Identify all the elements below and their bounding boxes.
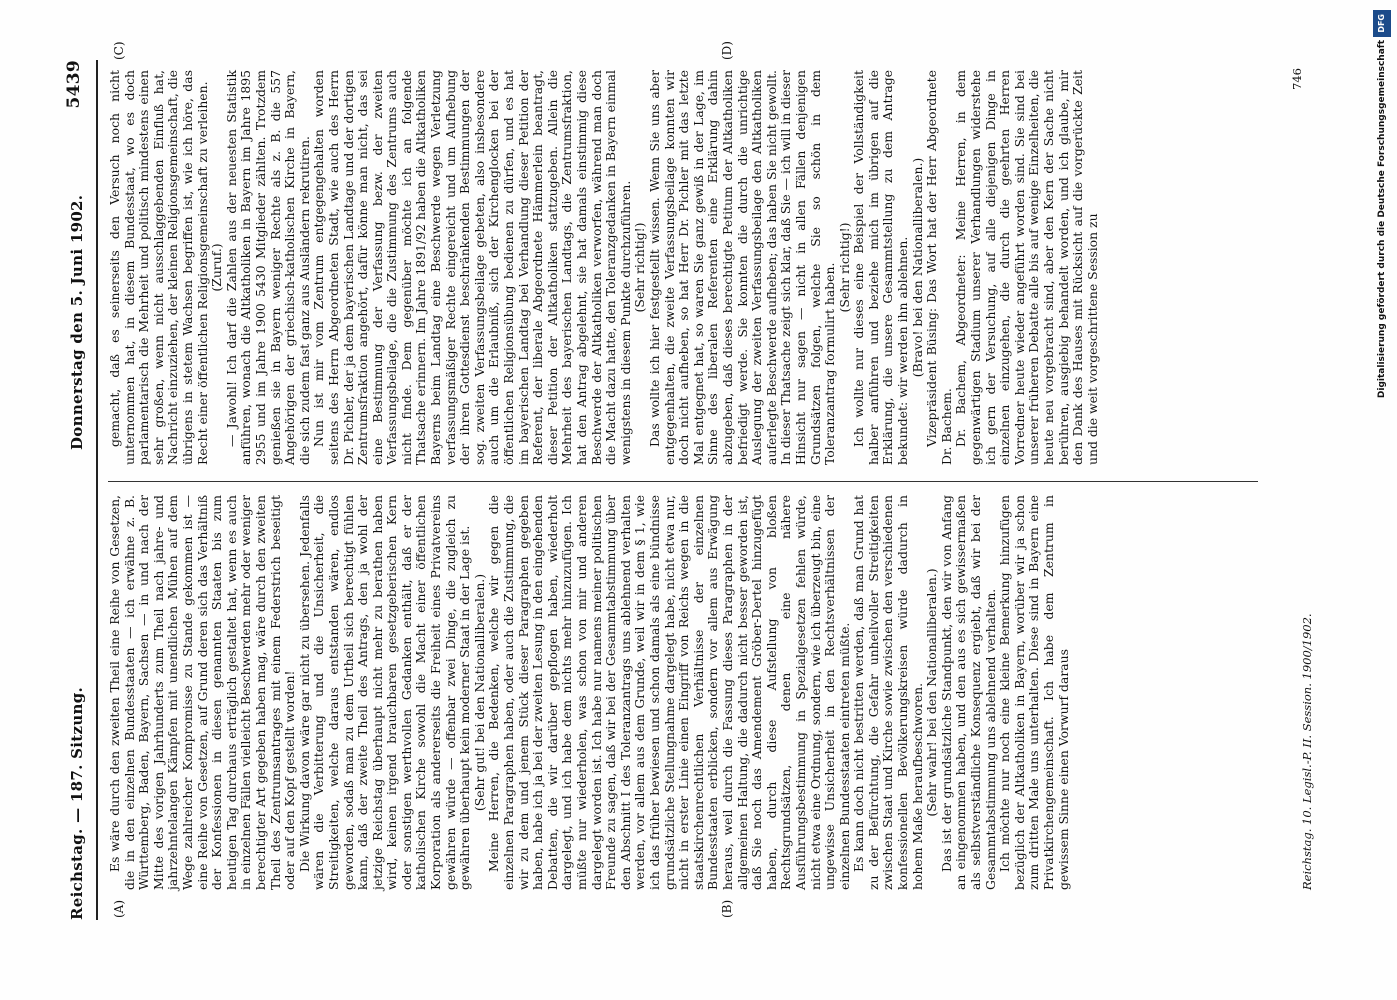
paragraph: — Jawohl! Ich darf die Zahlen aus der neuesten Statistik anführen, wonach die Altkatholiken in Bayern im Jahre 1895 2955 und im Jahre 1900 5430 Mitglieder zählten. Trotzdem genießen sie in Bayern weniger Rechte als z. B. die 557 Angehörigen der griechisch-katholischen Kirche in Bayern, die sich zudem fast ganz aus Ausländern rekrutiren. xyxy=(223,70,312,465)
margin-mark-c: (C) xyxy=(112,41,126,60)
paragraph: Nun ist mir vom Zentrum entgegengehalten worden seitens des Herrn Abgeordneten Stadt, wie auch des Herrn Dr. Pichler, der ja dem bayerischen Landtage und der dortigen Zentrumsfraktion angehört, dafür könne man nicht, das sei eine Bestimmung der Verfassung bezw. der zweiten Verfassungsbeilage, die die Zustimmung des Zentrums auch nicht finde. Dem gegenüber möchte ich an folgende Thatsache erinnern. Im Jahre 1891/92 haben die Altkatholiken Bayerns beim Landtag eine Beschwerde wegen Verletzung verfassungsmäßiger Rechte eingereicht und um Aufhebung der ihren Gottesdienst beschränkenden Bestimmungen der sog. zweiten Verfassungsbeilage gebeten, also insbesondere auch um die Erlaubniß, sich der Kirchenglocken bei der öffentlichen Religionsübung bedienen zu dürfen, und es hat im bayerischen Landtag bei Verhandlung dieser Petition der Referent, der liberale Abgeordnete Hämmerlein beantragt, dieser Petition der Altkatholiken stattzugeben. Allein die Mehrheit des bayerischen Landtags, die Zentrumsfraktion, hat den Antrag abgelehnt, sie hat damals einstimmig diese Beschwerde der Altkatholiken verworfen, während man doch die Macht dazu hatte, den Toleranzgedanken in Bayern einmal wenigstens in diesem Punkte durchzuführen. xyxy=(311,70,633,465)
paragraph: Vizepräsident Büsing: Das Wort hat der Herr Abgeordnete Dr. Bachem. xyxy=(924,70,954,465)
digitization-credit xyxy=(1370,10,1394,990)
header-date: Donnerstag den 5. Juni 1902. xyxy=(68,194,86,450)
interjection: (Zuruf.) xyxy=(209,243,225,292)
paragraph: Ich wollte nur dieses eine Beispiel der Vollständigkeit halber anführen und beziehe mich im übrigen auf die Erklärung, die unsere Gesammtstellung zu dem Antrage bekundet: wir werden ihn ablehnen. xyxy=(851,70,911,465)
paragraph: Es kann doch nicht bestritten werden, daß man Grund hat zu der Befürchtung, die Gefahr unheilvoller Streitigkeiten zwischen Staat und Kirche sowie zwischen den verschiedenen konfessionellen Bevölkerungskreisen würde dadurch in hohem Maße heraufbeschworen. xyxy=(851,495,925,890)
footer-sheet-number: 746 xyxy=(1290,68,1304,90)
paragraph: Meine Herren, die Bedenken, welche wir gegen die einzelnen Paragraphen haben, oder auch die Zustimmung, die wir zu dem und jenem Stück dieser Paragraphen gegeben haben, habe ich ja bei der zweiten Lesung in den eingehenden Debatten, die wir darüber gepflogen haben, wiederholt dargelegt, und ich habe dem nichts mehr hinzuzufügen. Ich müßte nur wiederholen, was schon von mir und anderen dargelegt worden ist. Ich habe nur namens meiner politischen Freunde zu sagen, daß wir bei der Gesammtabstimmung über den Abschnitt I des Toleranzantrags uns ablehnend verhalten werden, vor allem aus dem Grunde, weil wir in dem § 1, wie ich das früher bewiesen und schon damals als eine bündnisse grundsätzliche Stellungnahme dargelegt habe, nicht etwa nur, nicht in erster Linie einen Eingriff von Reichs wegen in die staatskirchenrechtlichen Verhältnisse der einzelnen Bundesstaaten erblicken, sondern vor allem aus Erwägung heraus, weil durch die Fassung dieses Paragraphen in der allgemeinen Haltung, die dadurch nicht besser geworden ist, daß Sie noch das Amendement Gröber-Dertel hinzugefügt haben, durch diese Aufstellung von bloßen Rechtsgrundsätzen, denen eine nähere Ausführungsbestimmung in Spezialgesetzen fehlen würde, nicht etwa eine Ordnung, sondern, wie ich überzeugt bin, eine ungewisse Unsicherheit in den Rechtsverhältnissen der einzelnen Bundesstaaten eintreten müßte. xyxy=(486,495,852,890)
footer-session-info: Reichstag. 10. Legisl.-P. II. Session. 1900/1902. xyxy=(1300,613,1314,890)
credit-text: Digitalisierung gefördert durch die Deutsche Forschungsgemeinschaft xyxy=(1377,40,1387,399)
margin-mark-b: (B) xyxy=(720,899,734,918)
interjection: (Sehr richtig!) xyxy=(836,222,852,313)
dfg-logo: DFG xyxy=(1373,10,1391,37)
paragraph: Es wäre durch den zweiten Theil eine Reihe von Gesetzen, die in den einzelnen Bundesstaaten — ich erwähne z. B. Württemberg, Baden, Bayern, Sachsen — in und nach der Mitte des vorigen Jahrhunderts zum Theil nach jahre- und jahrzehntelangen Kämpfen mit unendlichen Mühen auf dem Wege zahlreicher Kompromisse zu Stande gekommen ist — eine Reihe von Gesetzen, auf Grund deren sich das Verhältniß der Konfessionen in diesen genannten Staaten bis zum heutigen Tag durchaus erträglich gestaltet hat, wenn es auch in einzelnen Fällen vielleicht Beschwerden mehr oder weniger berechtigter Art gegeben haben mag, wäre durch den zweiten Theil des Zentrumsantrages mit einem Federstrich beseitigt oder auf den Kopf gestellt worden! xyxy=(107,495,298,890)
page-header xyxy=(60,60,96,920)
left-column xyxy=(108,495,1071,890)
paragraph: gemacht, daß es seinerseits den Versuch noch nicht unternommen hat, in diesem Bundesstaat, wo es doch parlamentarisch die Mehrheit und politisch mindestens einen sehr großen, wenn nicht ausschlaggebenden Einfluß hat, Nachricht einzuziehen, der kleinen Religionsgemeinschaft, die übrigens in stetem Wachsen begriffen ist, wie ich höre, das Recht einer öffentlichen Religionsgemeinschaft zu verleihen. xyxy=(107,70,210,465)
margin-mark-a: (A) xyxy=(112,899,126,918)
paragraph: Das wollte ich hier festgestellt wissen. Wenn Sie uns aber entgegenhalten, die zweite Verfassungsbeilage konnten wir doch nicht aufheben, so hat Herr Dr. Pichler mit das letzte Mal entgegnet hat, so waren Sie ganz gewiß in der Lage, im Sinne des liberalen Referenten eine Erklärung dahin abzugeben, daß dieses berechtigte Petitum der Altkatholiken befriedigt werde. Sie konnten die durch die unrichtige Auslegung der zweiten Verfassungsbeilage den Altkatholiken auferlegte Beschwerde aufheben; das haben Sie nicht gewollt. In dieser Thatsache zeigt sich klar, daß Sie — ich will in dieser Hinsicht nur sagen — nicht in allen Fällen denjenigen Grundsätzen folgen, welche Sie so schön in dem Toleranzantrag formulirt haben. xyxy=(646,70,838,465)
page-number: 5439 xyxy=(64,60,84,109)
paragraph: Ich möchte nur noch eine kleine Bemerkung hinzufügen bezüglich der Altkatholiken in Bayern, worüber wir ja schon zum dritten Male uns unterhalten. Diese sind in Bayern eine Privatkirchengemeinschaft. Ich habe dem Zentrum in gewissem Sinne einen Vorwurf daraus xyxy=(997,495,1071,890)
paragraph: Die Wirkung davon wäre gar nicht zu übersehen. Jedenfalls wären die Verbitterung und die Unsicherheit, die Streitigkeiten, welche daraus entstanden wären, endlos geworden, sodaß man zu dem Urtheil sich berechtigt fühlen kann, daß der zweite Theil des Antrags, den ja wohl der jetzige Reichstag überhaupt nicht mehr zu berathen haben wird, keinen irgend brauchbaren gesetzgeberischen Kern oder sonstigen werthvollen Gedanken enthält, daß er der katholischen Kirche sowohl die Macht einer öffentlichen Korporation als andererseits die Freiheit eines Privatvereins gewähren würde — offenbar zwei Dinge, die zugleich zu gewähren überhaupt kein moderner Staat in der Lage ist. xyxy=(296,495,473,890)
interjection: (Sehr richtig!) xyxy=(632,222,648,313)
header-session: Reichstag. — 187. Sitzung. xyxy=(68,686,86,920)
header-rule xyxy=(96,60,98,920)
interjection: (Sehr gut! bei den Nationalliberalen.) xyxy=(471,573,487,812)
interjection: (Bravo! bei den Nationalliberalen.) xyxy=(909,157,925,378)
paragraph: Dr. Bachem, Abgeordneter: Meine Herren, in dem gegenwärtigen Stadium unserer Verhandlungen widerstehe ich gern der Versuchung, auf alle diejenigen Dinge in einzelnen einzugehen, die durch die geehrten Herren Vorredner heute wieder angeführt worden sind. Sie sind bei unserer früheren Debatte alle bis auf wenige Einzelheiten, die heute neu vorgebracht sind, aber den Kern der Sache nicht berühren, ausgiebig behandelt worden, und ich glaube, mir den Dank des Hauses mit Rücksicht auf die vorgerückte Zeit und die weit vorgeschrittene Session zu xyxy=(953,70,1100,465)
margin-mark-d: (D) xyxy=(720,41,734,60)
right-column xyxy=(108,70,1100,465)
paragraph: Das ist der grundsätzliche Standpunkt, den wir von Anfang an eingenommen haben, und den aus es sich gewissermaßen als selbstverständliche Konsequenz ergiebt, daß wir bei der Gesammtabstimmung uns ablehnend verhalten. xyxy=(938,495,998,890)
interjection: (Sehr wahr! bei den Nationalliberalen.) xyxy=(924,568,940,817)
column-divider xyxy=(108,481,1258,482)
